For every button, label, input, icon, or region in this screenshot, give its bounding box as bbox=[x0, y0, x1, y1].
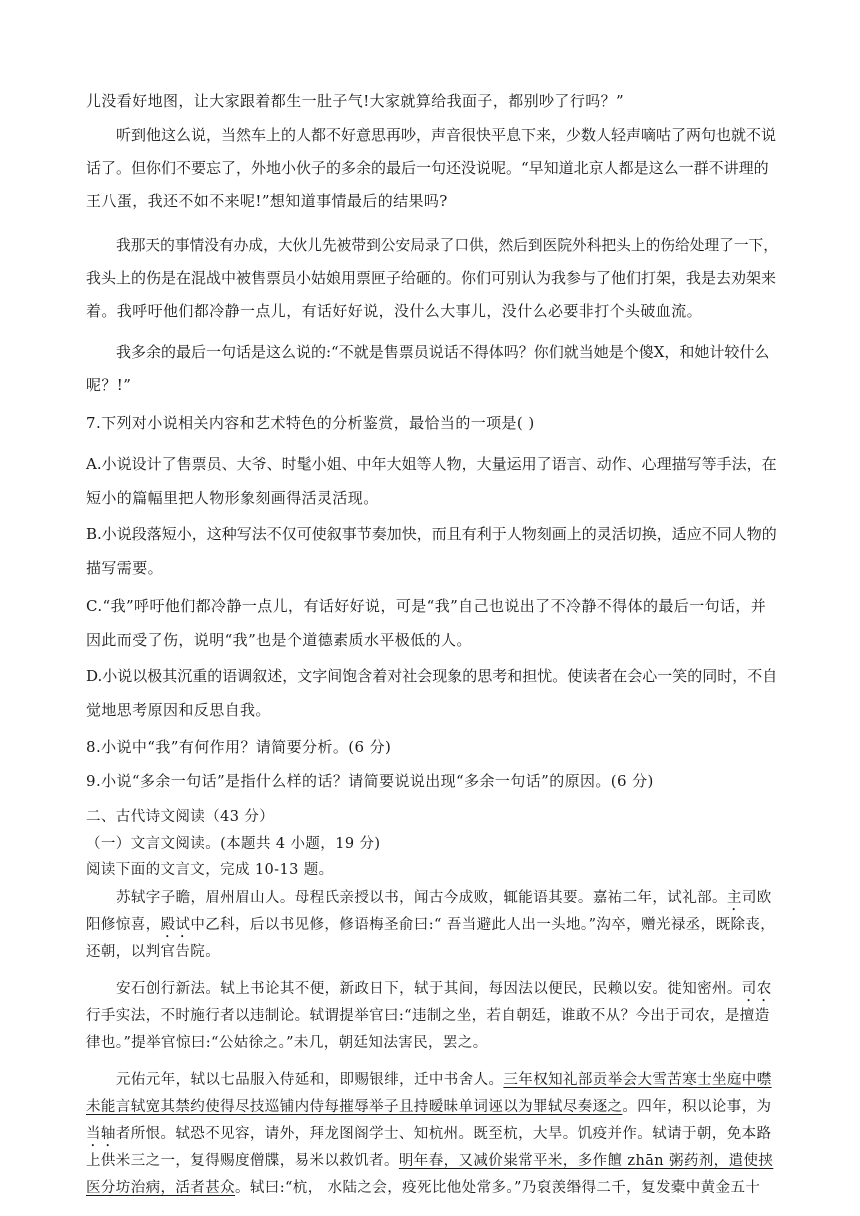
text-run: 。四年，积以论事，为 bbox=[622, 1099, 772, 1115]
q7-option-a-line-2: 短小的篇幅里把人物形象刻画得活灵活现。 bbox=[86, 489, 379, 507]
emphasized-word-dangzhou: 当轴 bbox=[86, 1126, 116, 1142]
underlined-sentence: 三年权知礼部贡举会大雪苦寒士坐庭中噤 bbox=[503, 1072, 772, 1088]
story-line-9: 呢？!” bbox=[86, 376, 132, 394]
emphasized-word-sinong: 司农 bbox=[741, 981, 772, 997]
section-2-instructions: 阅读下面的文言文，完成 10-13 题。 bbox=[86, 862, 334, 878]
underlined-sentence: 明年春，又减价粜常平米，多作饘 zhān 粥药剂，遣使挟 bbox=[398, 1153, 774, 1169]
classical-p1-line-1 bbox=[116, 886, 778, 914]
q7-option-d-line-1: D.小说以极其沉重的语调叙述，文字间饱含着对社会现象的思考和担忧。使读者在会心一笑的同时，不自 bbox=[86, 667, 778, 685]
classical-p2-line-1 bbox=[116, 977, 778, 1005]
q7-option-a-line-1: A.小说设计了售票员、大爷、时髦小姐、中年大姐等人物，大量运用了语言、动作、心理描写等手法，在 bbox=[86, 455, 777, 473]
question-9: 9.小说“多余一句话”是指什么样的话？请简要说说出现“多余一句话”的原因。(6 分) bbox=[86, 772, 654, 790]
underlined-sentence: 医分坊治病，活者甚众 bbox=[86, 1180, 235, 1196]
story-line-1: 儿没看好地图，让大家跟着都生一肚子气!大家就算给我面子，都别吵了行吗？” bbox=[86, 92, 625, 110]
classical-p1-line-3: 还朝，以判官告院。 bbox=[86, 944, 221, 960]
classical-p2-line-3: 律也。”提举官惊曰:“公姑徐之。”未几，朝廷知法害民，罢之。 bbox=[86, 1035, 488, 1051]
q7-option-b-line-2: 描写需要。 bbox=[86, 559, 164, 577]
story-line-4: 王八蛋，我还不如不来呢!”想知道事情最后的结果吗? bbox=[86, 192, 448, 210]
text-run: 中乙科，后以书见修，修语梅圣俞曰:“ 吾当避此人出一头地。”沟卒，赠光禄丞，既除丧， bbox=[190, 917, 776, 933]
emphasized-word-zhu: 主 bbox=[726, 890, 742, 906]
classical-p3-line-2 bbox=[86, 1095, 778, 1116]
story-line-5: 我那天的事情没有办成，大伙儿先被带到公安局录了口供，然后到医院外科把头上的伤给处理了一下， bbox=[116, 236, 778, 254]
text-run: 元佑元年，轼以七品服入侍延和，即赐银绯，迁中书舍人。 bbox=[116, 1072, 504, 1088]
classical-p3-line-3 bbox=[86, 1122, 778, 1150]
story-line-6: 我头上的伤是在混战中被售票员小姑娘用票匣子给砸的。你们可别认为我参与了他们打架，我是去劝架来 bbox=[86, 269, 777, 287]
classical-p3-line-4 bbox=[86, 1149, 778, 1170]
classical-p2-line-2: 行手实法，不时施行者以违制论。轼谓提举官曰:“违制之坐，若自朝廷，谁敢不从？今出于司农，是擅造 bbox=[86, 1008, 770, 1024]
question-7-stem: 7.下列对小说相关内容和艺术特色的分析鉴赏，最恰当的一项是( ) bbox=[86, 414, 535, 432]
section-2-subtitle: （一）文言文阅读。(本题共 4 小题，19 分) bbox=[86, 836, 381, 852]
text-run: 司欧 bbox=[741, 890, 772, 906]
text-run: 阳修惊喜， bbox=[86, 917, 161, 933]
story-line-7: 着。我呼吁他们都冷静一点儿，有话好好说，没什么大事儿，没什么必要非打个头破血流。 bbox=[86, 302, 703, 320]
classical-p1-line-2 bbox=[86, 913, 778, 941]
text-run: 。轼曰:“杭， 水陆之会，疫死比他处常多。”乃裒羡缗得二千，复发橐中黄金五十 bbox=[235, 1180, 761, 1196]
section-2-title: 二、古代诗文阅读（43 分） bbox=[86, 809, 275, 825]
story-line-3: 话了。但你们不要忘了，外地小伙子的多余的最后一句还没说呢。“早知道北京人都是这么一群不讲理的 bbox=[86, 159, 769, 177]
classical-p3-line-5 bbox=[86, 1176, 778, 1197]
q7-option-d-line-2: 觉地思考原因和反思自我。 bbox=[86, 701, 271, 719]
q7-option-c-line-1: C.“我”呼吁他们都冷静一点儿，有话好好说，可是“我”自己也说出了不冷静不得体的最后一句话，并 bbox=[86, 597, 767, 615]
underlined-sentence: 未能言轼宽其禁约使得尽技巡铺内侍每摧辱举子且持暧昧单词诬以为罪轼尽奏逐之 bbox=[86, 1099, 623, 1115]
text-run: 安石创行新法。轼上书论其不便，新政日下，轼于其间，每因法以便民，民赖以安。徙知密州。 bbox=[116, 981, 742, 997]
question-8: 8.小说中“我”有何作用？请简要分析。(6 分) bbox=[86, 738, 392, 756]
q7-option-c-line-2: 因此而受了伤，说明“我”也是个道德素质水平极低的人。 bbox=[86, 631, 472, 649]
q7-option-b-line-1: B.小说段落短小，这种写法不仅可使叙事节奏加快，而且有利于人物刻画上的灵活切换，适应不同人物的 bbox=[86, 525, 777, 543]
text-run: 者所恨。轼恐不见容，请外，拜龙图阁学士、知杭州。既至杭，大旱。饥疫并作。轼请于朝，免本路 bbox=[115, 1126, 772, 1142]
text-run: 苏轼字子瞻，眉州眉山人。母程氏亲授以书，闻古今成败，辄能语其要。嘉祐二年，试礼部。 bbox=[116, 890, 727, 906]
text-run: 上供米三之一，复得赐度僧牒，易米以救饥者。 bbox=[86, 1153, 399, 1169]
story-line-8: 我多余的最后一句话是这么说的:“不就是售票员说话不得体吗？你们就当她是个傻X，和她计较什么 bbox=[116, 343, 770, 361]
emphasized-word-dianshi: 殿试 bbox=[160, 917, 191, 933]
classical-p3-line-1 bbox=[116, 1068, 778, 1089]
story-line-2: 听到他这么说，当然车上的人都不好意思再吵，声音很快平息下来，少数人轻声嘀咕了两句也就不说 bbox=[116, 126, 777, 144]
